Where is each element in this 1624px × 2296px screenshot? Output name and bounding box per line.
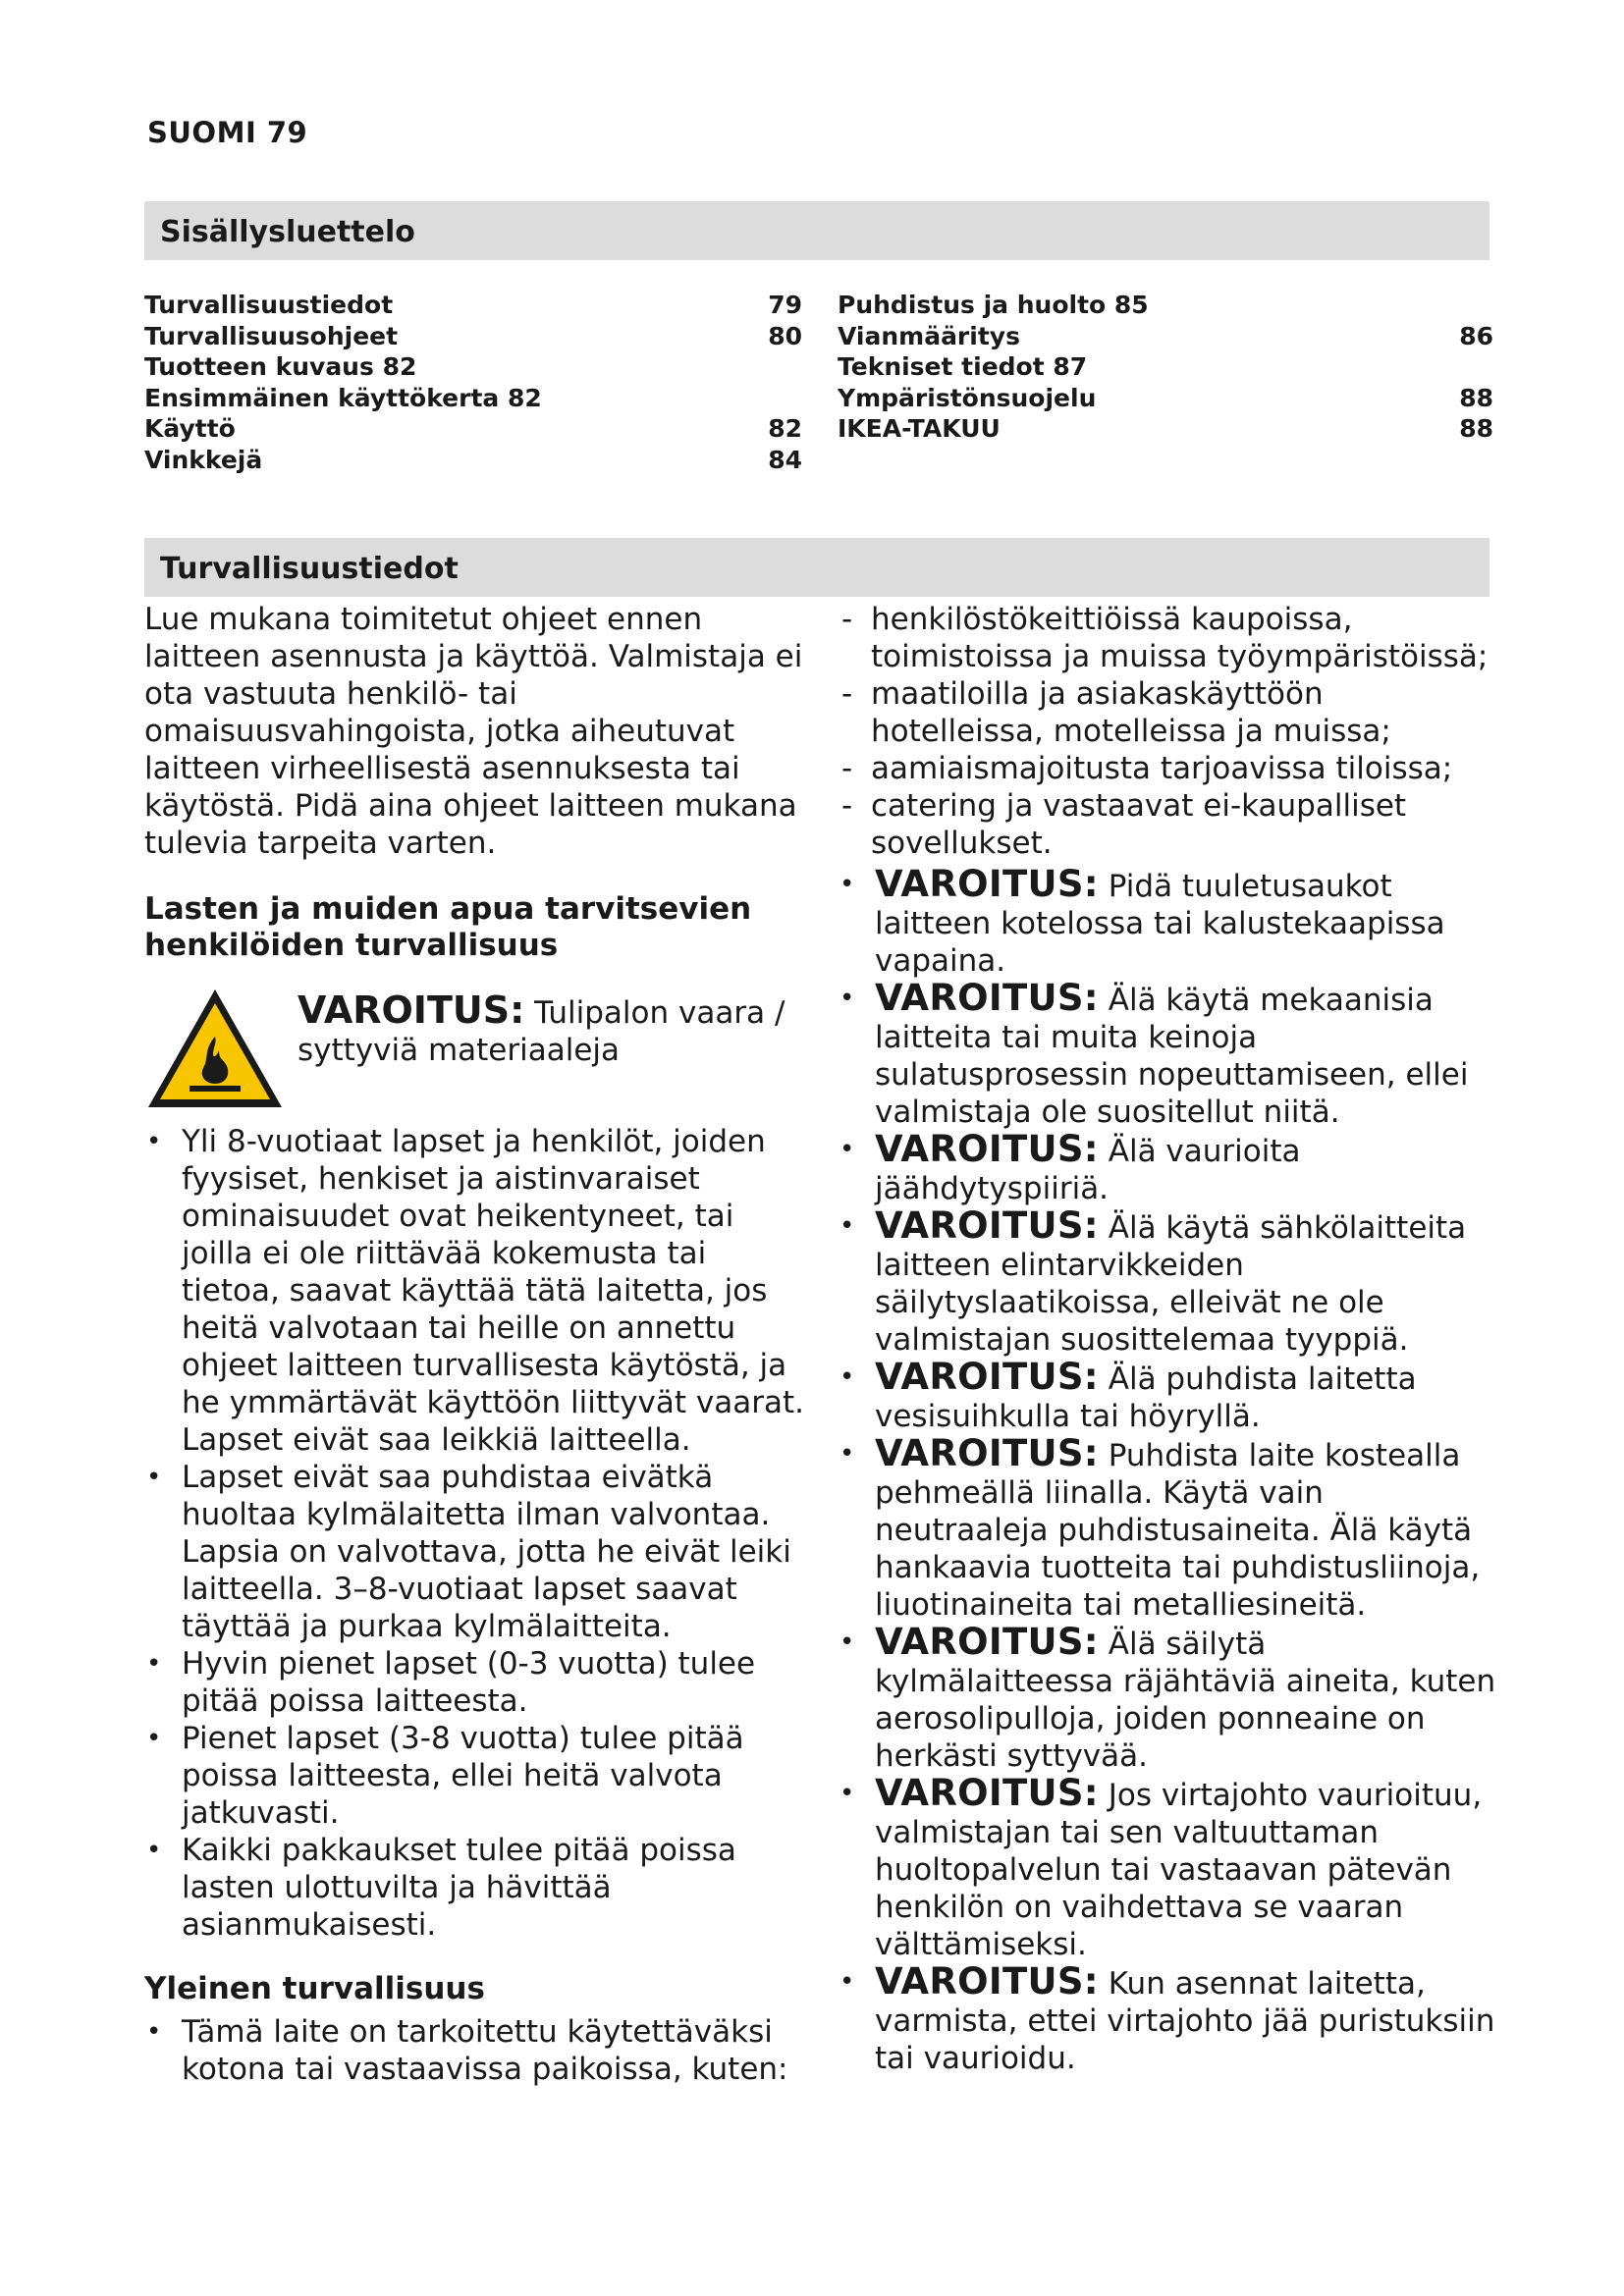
toc-entry[interactable]: Käyttö 82	[144, 414, 802, 443]
flammable-warning-icon	[144, 986, 286, 1111]
toc-entry[interactable]: Turvallisuusohjeet 80	[144, 321, 802, 350]
toc-entry[interactable]: Vinkkejä 84	[144, 445, 802, 474]
list-item: • Pienet lapset (3-8 vuotta) tulee pitää poissa laitteesta, ellei heitä valvota jatkuvasti.	[144, 1720, 812, 1832]
warning-item: • VAROITUS: Pidä tuuletusaukot laitteen kotelossa tai kalustekaapissa vapaina.	[838, 866, 1500, 980]
list-item: - maatiloilla ja asiakaskäyttöön hotelleissa, motelleissa ja muissa;	[838, 675, 1500, 750]
safety-title: Turvallisuustiedot	[160, 552, 459, 586]
list-item: - aamiaismajoitusta tarjoavissa tiloissa;	[838, 750, 1500, 787]
toc-entry[interactable]: Ensimmäinen käyttökerta 82	[144, 383, 542, 412]
list-item: • Lapset eivät saa puhdistaa eivätkä huoltaa kylmälaitetta ilman valvontaa. Lapsia on valvottava, jotta he eivät leiki laitteella. 3–8-vuotiaat lapset saavat täyttää ja purkaa kylmälaitteita.	[144, 1459, 812, 1645]
fire-warning-desc: Tulipalon vaara / syttyviä materiaaleja	[298, 995, 785, 1068]
warnings-list	[838, 863, 1500, 2077]
left-column	[144, 601, 812, 2088]
toc-title: Sisällysluettelo	[160, 215, 415, 249]
usage-dash-list	[838, 601, 1500, 862]
safety-title-band	[144, 538, 1489, 597]
toc-entry[interactable]: Ympäristönsuojelu 88	[838, 383, 1493, 412]
toc-entry[interactable]: Turvallisuustiedot 79	[144, 291, 802, 319]
toc-title-band	[144, 201, 1489, 260]
fire-warning-word: VAROITUS:	[298, 988, 525, 1032]
intro-paragraph: Lue mukana toimitetut ohjeet ennen laitteen asennusta ja käyttöä. Valmistaja ei ota vastuuta henkilö- tai omaisuusvahingoista, jotka aiheutuvat laitteen virheellisestä asennuksesta tai käytöstä. Pidä aina ohjeet laitteen mukana tulevia tarpeita varten.	[144, 602, 803, 861]
list-item: • Yli 8-vuotiaat lapset ja henkilöt, joiden fyysiset, henkiset ja aistinvaraiset ominaisuudet ovat heikentyneet, tai joilla ei ole riittävää kokemusta tai tietoa, saavat käyttää tätä laitetta, jos heitä valvotaan tai heille on annettu ohjeet laitteen turvallisesta käytöstä, ja he ymmärtävät käyttöön liittyvät vaarat. Lapset eivät saa leikkiä laitteella.	[144, 1123, 812, 1459]
list-item: • Kaikki pakkaukset tulee pitää poissa lasten ulottuvilta ja hävittää asianmukaisesti.	[144, 1832, 812, 1944]
warning-item: • VAROITUS: Älä käytä mekaanisia laitteita tai muita keinoja sulatusprosessin nopeuttamiseen, ellei valmistaja ole suositellut niitä.	[838, 980, 1500, 1131]
page-header: SUOMI 79	[147, 116, 308, 149]
toc-left-column	[144, 290, 802, 475]
toc-entry[interactable]: Puhdistus ja huolto 85	[838, 291, 1149, 319]
general-bullet-list	[144, 2013, 812, 2088]
toc-entry[interactable]: Tekniset tiedot 87	[838, 352, 1088, 381]
fire-warning-block	[144, 986, 812, 1123]
toc-entry[interactable]: Vianmääritys 86	[838, 321, 1493, 350]
general-heading: Yleinen turvallisuus	[144, 1971, 485, 2006]
warning-item: • VAROITUS: Älä puhdista laitetta vesisuihkulla tai höyryllä.	[838, 1359, 1500, 1435]
list-item: - henkilöstökeittiöissä kaupoissa, toimistoissa ja muissa työympäristöissä;	[838, 601, 1500, 675]
warning-item: • VAROITUS: Älä vaurioita jäähdytyspiiriä.	[838, 1131, 1500, 1207]
warning-item: • VAROITUS: Jos virtajohto vaurioituu, valmistajan tai sen valtuuttaman huoltopalvelun tai vastaavan pätevän henkilön on vaihdettava se vaaran välttämiseksi.	[838, 1775, 1500, 1963]
warning-item: • VAROITUS: Puhdista laite kostealla pehmeällä liinalla. Käytä vain neutraaleja puhdistusaineita. Älä käytä hankaavia tuotteita tai puhdistusliinoja, liuotinaineita tai metalliesineitä.	[838, 1435, 1500, 1624]
children-bullet-list	[144, 1123, 812, 1944]
fire-warning-text	[298, 988, 808, 1069]
children-heading: Lasten ja muiden apua tarvitsevien henkilöiden turvallisuus	[144, 891, 752, 963]
toc-right-column	[838, 290, 1493, 445]
list-item: • Tämä laite on tarkoitettu käytettäväksi kotona tai vastaavissa paikoissa, kuten:	[144, 2013, 812, 2088]
warning-item: • VAROITUS: Älä käytä sähkölaitteita laitteen elintarvikkeiden säilytyslaatikoissa, elleivät ne ole valmistajan suosittelemaa tyyppiä.	[838, 1207, 1500, 1359]
toc-entry[interactable]: Tuotteen kuvaus 82	[144, 352, 417, 381]
warning-item: • VAROITUS: Kun asennat laitetta, varmista, ettei virtajohto jää puristuksiin tai vaurioidu.	[838, 1963, 1500, 2077]
right-column	[838, 601, 1500, 2077]
list-item: • Hyvin pienet lapset (0-3 vuotta) tulee pitää poissa laitteesta.	[144, 1645, 812, 1720]
toc-entry[interactable]: IKEA-TAKUU 88	[838, 414, 1493, 443]
warning-item: • VAROITUS: Älä säilytä kylmälaitteessa räjähtäviä aineita, kuten aerosolipulloja, joiden ponneaine on herkästi syttyvää.	[838, 1624, 1500, 1775]
list-item: - catering ja vastaavat ei-kaupalliset sovellukset.	[838, 787, 1500, 862]
